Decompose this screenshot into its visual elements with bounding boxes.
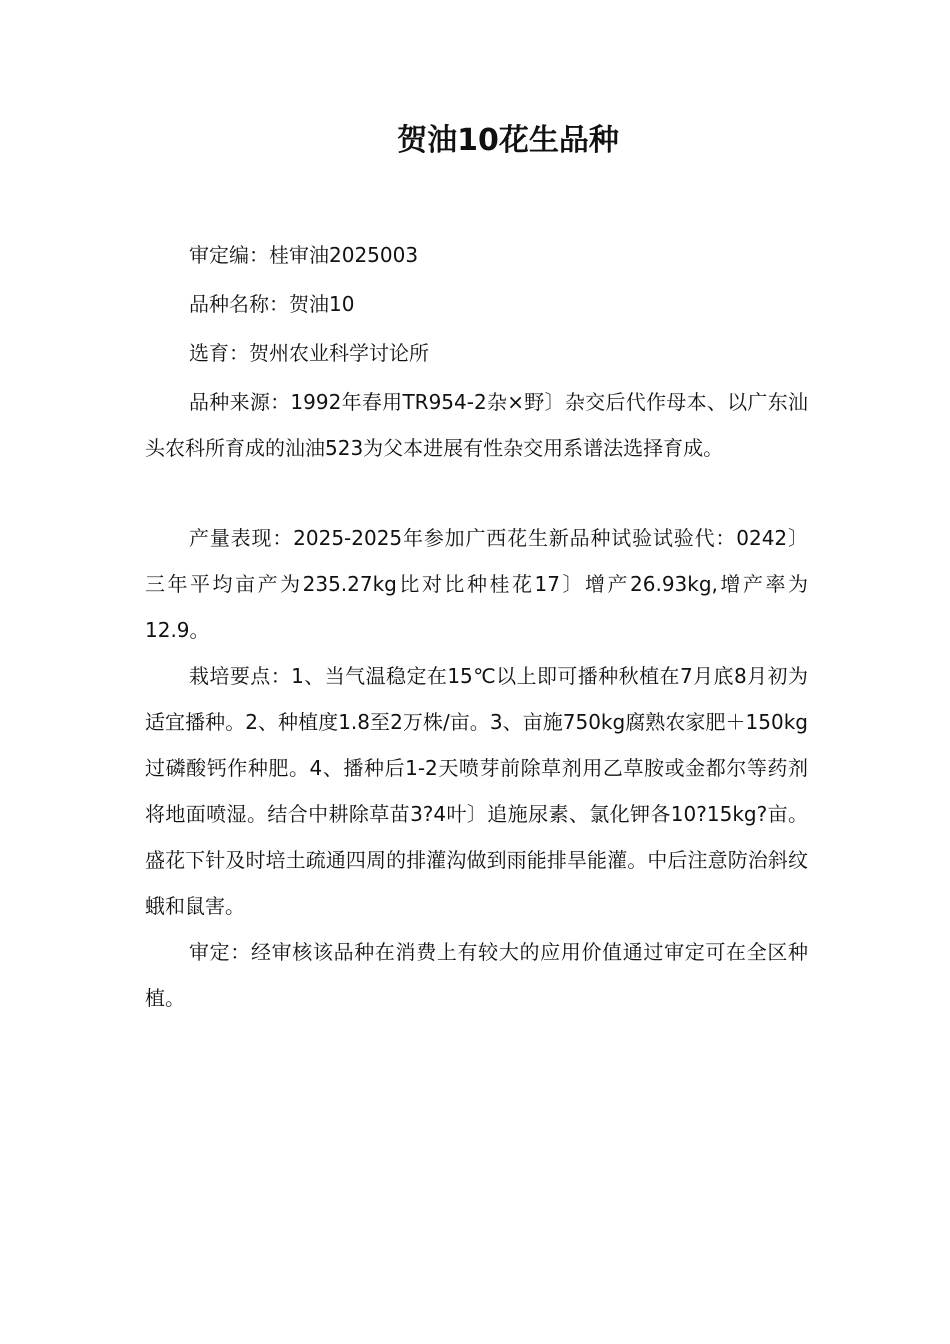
variety-name: 品种名称：贺油10 [189,292,355,316]
document-body [145,232,808,1021]
yield-performance: 产量表现：2025-2025年参加广西花生新品种试验试验代：0242〕三年平均亩产为235.27kg比对比种桂花17〕增产26.93kg,增产率为12.9。 [145,526,808,642]
variety-origin: 品种来源：1992年春用TR954-2杂×野〕杂交后代作母本、以广东汕头农科所育成的汕油523为父本进展有性杂交用系谱法选择育成。 [145,390,808,460]
cultivation-points: 栽培要点：1、当气温稳定在15℃以上即可播种秋植在7月底8月初为适宜播种。2、种植度1.8至2万株/亩。3、亩施750kg腐熟农家肥＋150kg过磷酸钙作种肥。4、播种后1-2天喷芽前除草剂用乙草胺或金都尔等药剂将地面喷湿。结合中耕除草苗3?4叶〕追施尿素、氯化钾各10?15kg?亩。盛花下针及时培土疏通四周的排灌沟做到雨能排旱能灌。中后注意防治斜纹蛾和鼠害。 [145,664,808,918]
breeder: 选育：贺州农业科学讨论所 [189,341,429,365]
document-title: 贺油10花生品种 [397,123,619,158]
paragraph-gap [145,471,808,515]
approval-conclusion: 审定：经审核该品种在消费上有较大的应用价值通过审定可在全区种植。 [145,940,808,1010]
approval-number: 审定编：桂审油2025003 [189,243,419,267]
